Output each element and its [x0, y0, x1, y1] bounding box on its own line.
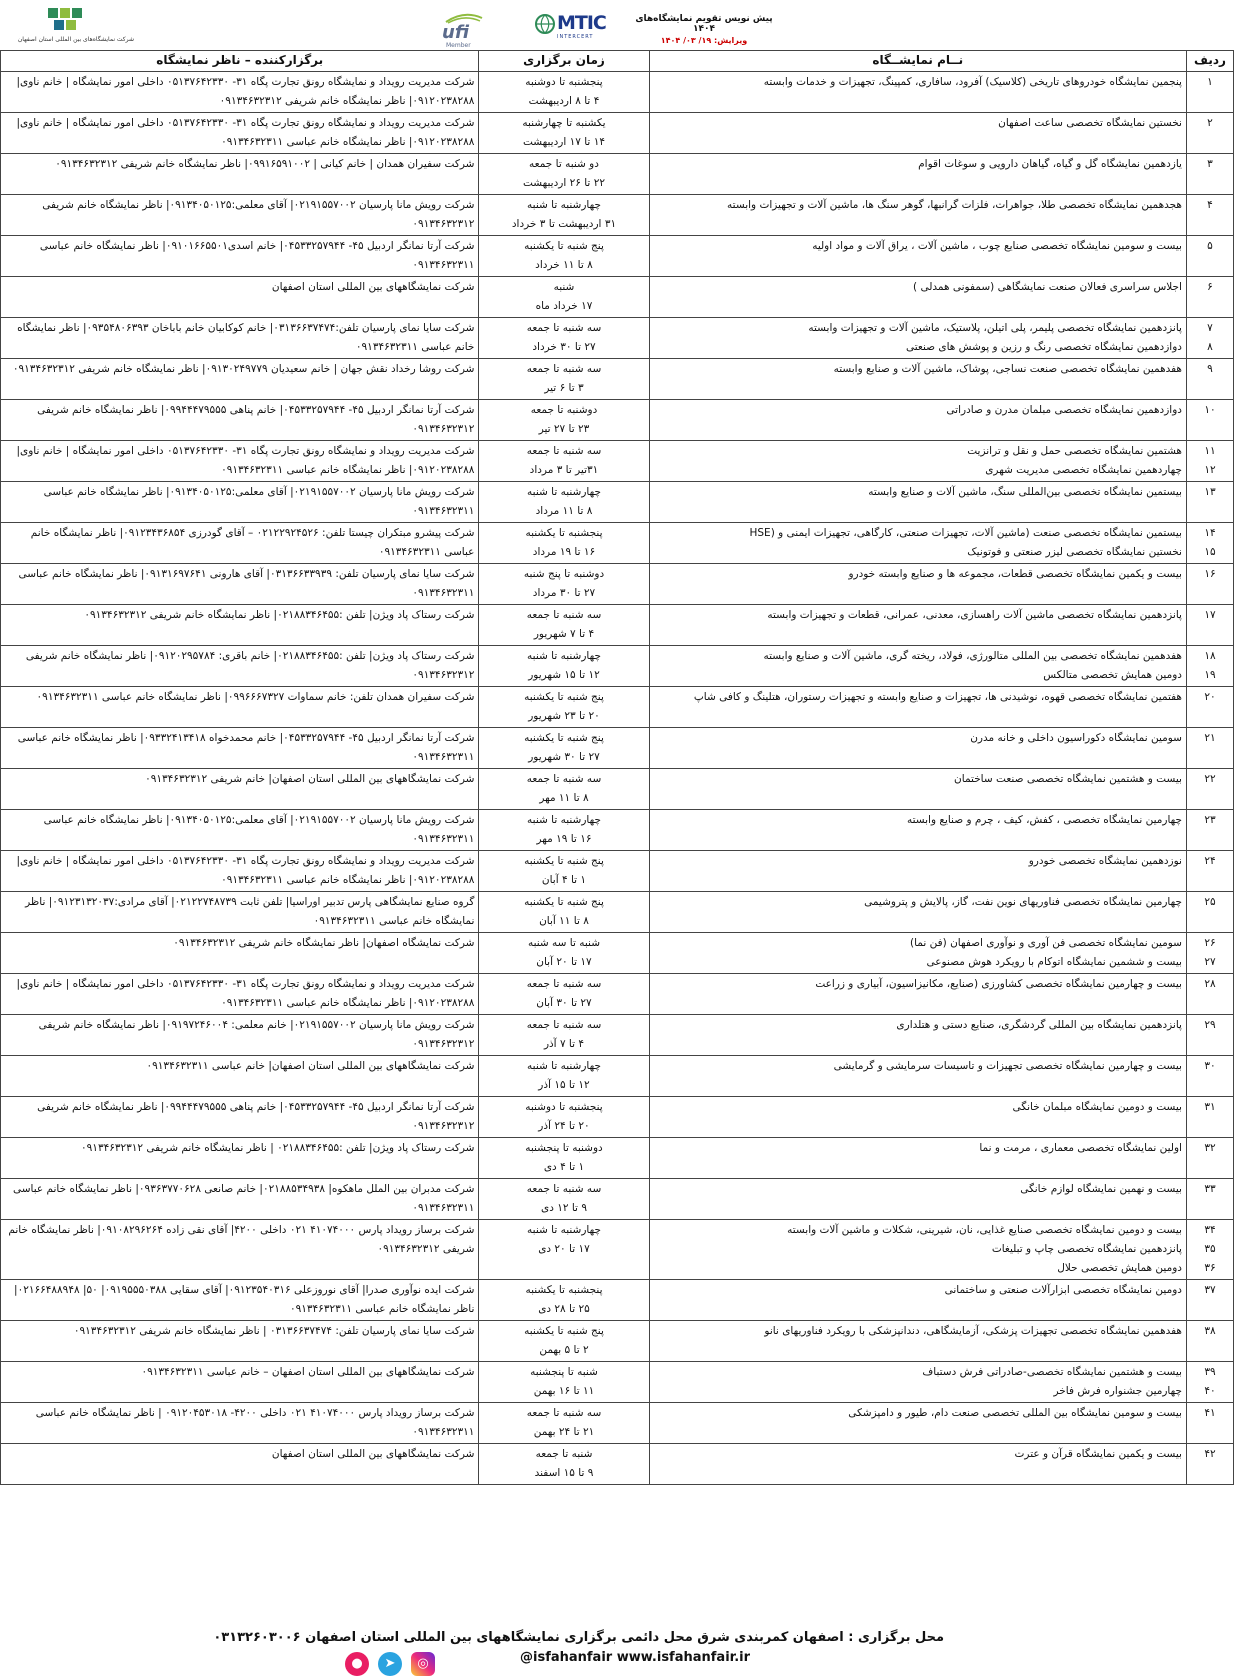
table-row	[1, 359, 1234, 400]
page-title: پیش نویس تقویم نمایشگاه‌های ۱۴۰۴	[635, 14, 773, 34]
exhibition-time	[479, 195, 649, 236]
row-number: ۱۴ ۱۵	[1186, 523, 1233, 564]
table-row	[1, 728, 1234, 769]
exhibition-name: بیست و سومین نمایشگاه تخصصی صنایع چوب ، ماشین آلات ، یراق آلات و مواد اولیه	[649, 236, 1186, 277]
time-days: پنج شنبه تا یکشنبه	[524, 240, 604, 252]
header	[0, 0, 1234, 50]
table-row	[1, 1321, 1234, 1362]
organizer-info: شرکت رویش مانا پارسیان ۰۲۱۹۱۵۵۷۰۰۲| خانم معلمی: ۰۹۱۹۷۲۴۶۰۰۴| ناظر نمایشگاه خانم شریفی ۰۹۱۳۴۶۳۲۳۱۲	[1, 1015, 479, 1056]
exhibition-name: بیست و دومین نمایشگاه تخصصی صنایع غذایی، نان، شیرینی، شکلات و ماشین آلات وابسته پانزدهمین نمایشگاه تخصصی چاپ و تبلیغات دومین همایش تخصصی حلال	[649, 1220, 1186, 1280]
time-days: پنج شنبه تا یکشنبه	[524, 691, 604, 703]
exhibition-name: دوازدهمین نمایشگاه تخصصی مبلمان مدرن و صادراتی	[649, 400, 1186, 441]
row-number: ۳۴ ۳۵ ۳۶	[1186, 1220, 1233, 1280]
table-row	[1, 482, 1234, 523]
organizer-info: شرکت نمایشگاه اصفهان| ناظر نمایشگاه خانم شریفی ۰۹۱۳۴۶۳۲۳۱۲	[1, 933, 479, 974]
exhibition-time	[479, 72, 649, 113]
time-days: سه شنبه تا جمعه	[526, 773, 602, 785]
ufi-logo	[440, 10, 490, 48]
organizer-info: شرکت مدبران بین الملل ماهکوه| ۰۲۱۸۸۵۳۴۹۳۸| خانم صانعی ۰۹۳۶۳۷۷۰۶۲۸| ناظر نمایشگاه خانم عباسی ۰۹۱۳۴۶۳۲۳۱۱	[1, 1179, 479, 1220]
table-row	[1, 195, 1234, 236]
organizer-info: شرکت رویش مانا پارسیان ۰۲۱۹۱۵۵۷۰۰۲| آقای معلمی:۰۹۱۳۴۰۵۰۱۲۵| ناظر نمایشگاه خانم شریفی ۰۹۱۳۴۶۳۲۳۱۲	[1, 195, 479, 236]
time-days: سه شنبه تا جمعه	[526, 445, 602, 457]
organizer-info: شرکت روشا رخداد نقش جهان | خانم سعیدیان ۰۹۱۳۰۲۴۹۷۷۹| ناظر نمایشگاه خانم شریفی ۰۹۱۳۴۶۳۲۳۱۲	[1, 359, 479, 400]
exhibition-name: هجدهمین نمایشگاه تخصصی طلا، جواهرات، فلزات گرانبها، گوهر سنگ ها، ماشین آلات و تجهیزات وابسته	[649, 195, 1186, 236]
row-number: ۲۳	[1186, 810, 1233, 851]
table-row	[1, 646, 1234, 687]
time-dates: ۱۶ تا ۱۹ مرداد	[532, 546, 596, 558]
exhibition-time	[479, 113, 649, 154]
social-icons	[345, 1652, 445, 1678]
time-dates: ۲ تا ۵ بهمن	[539, 1344, 589, 1356]
row-number: ۳۳	[1186, 1179, 1233, 1220]
time-dates: ۲۳ تا ۲۷ تیر	[538, 423, 590, 435]
col-name: نــام نمایشــگاه	[649, 51, 1186, 72]
row-number: ۳۹ ۴۰	[1186, 1362, 1233, 1403]
organizer-info: شرکت سفیران همدان تلفن: خانم سماوات ۰۹۹۶۶۶۷۳۲۷| ناظر نمایشگاه خانم عباسی ۰۹۱۳۴۶۳۲۳۱۱	[1, 687, 479, 728]
table-row	[1, 318, 1234, 359]
time-dates: ۴ تا ۷ آذر	[543, 1038, 585, 1050]
exhibition-name: چهارمین نمایشگاه تخصصی ، کفش، کیف ، چرم و صنایع وابسته	[649, 810, 1186, 851]
time-days: سه شنبه تا جمعه	[526, 322, 602, 334]
table-row	[1, 1280, 1234, 1321]
time-days: یکشنبه تا چهارشنبه	[522, 117, 606, 129]
row-number: ۲۱	[1186, 728, 1233, 769]
time-dates: ۱ تا ۴ دی	[543, 1161, 585, 1173]
time-days: سه شنبه تا جمعه	[526, 1407, 602, 1419]
exhibition-name: بیستمین نمایشگاه تخصصی بین‌المللی سنگ، ماشین آلات و صنایع وابسته	[649, 482, 1186, 523]
row-number: ۲	[1186, 113, 1233, 154]
organizer-info: شرکت برساز رویداد پارس ۴۱۰۷۴۰۰۰ ۰۲۱ داخلی ۴۲۰۰| آقای نقی زاده ۰۹۱۰۸۲۹۶۲۶۴| ناظر نمایشگاه خانم شریفی ۰۹۱۳۴۶۳۲۳۱۲	[1, 1220, 479, 1280]
instagram-icon[interactable]: ◎	[411, 1652, 435, 1676]
table-row	[1, 605, 1234, 646]
time-days: چهارشنبه تا شنبه	[527, 650, 601, 662]
exhibition-table	[0, 50, 1234, 1485]
row-number: ۹	[1186, 359, 1233, 400]
exhibition-time	[479, 728, 649, 769]
organizer-info: شرکت ایده نوآوری صدرا| آقای نوروزعلی ۰۹۱۲۳۵۴۰۳۱۶| آقای سقایی ۰۹۱۹۵۵۵۰۳۸۸| ۵۰| ۰۲۱۶۶۴۸۸۹۴۸| ناظر نمایشگاه خانم عباسی ۰۹۱۳۴۶۳۲۳۱۱	[1, 1280, 479, 1321]
exhibition-name: بیست و یکمین نمایشگاه تخصصی قطعات، مجموعه ها و صنایع وابسته خودرو	[649, 564, 1186, 605]
exhibition-time	[479, 1403, 649, 1444]
organizer-info: شرکت مدیریت رویداد و نمایشگاه رونق تجارت پگاه ۳۱- ۰۵۱۳۷۶۴۲۳۳۰ داخلی امور نمایشگاه | خانم ناوی| ۰۹۱۲۰۲۳۸۲۸۸| ناظر نمایشگاه خانم عباسی ۰۹۱۳۴۶۳۲۳۱۱	[1, 441, 479, 482]
exhibition-name: سومین نمایشگاه تخصصی فن آوری و نوآوری اصفهان (فن نما) بیست و ششمین نمایشگاه اتوکام با رویکرد هوش مصنوعی	[649, 933, 1186, 974]
exhibition-time	[479, 1179, 649, 1220]
globe-icon	[535, 14, 555, 34]
ufi-word: ufi	[442, 22, 469, 43]
time-dates: ۹ تا ۱۵ اسفند	[534, 1467, 594, 1479]
organizer-info: شرکت مدیریت رویداد و نمایشگاه رونق تجارت پگاه ۳۱- ۰۵۱۳۷۶۴۲۳۳۰ داخلی امور نمایشگاه | خانم ناوی| ۰۹۱۲۰۲۳۸۲۸۸| ناظر نمایشگاه خانم عباسی ۰۹۱۳۴۶۳۲۳۱۱	[1, 851, 479, 892]
row-number: ۳۱	[1186, 1097, 1233, 1138]
organizer-info: شرکت مدیریت رویداد و نمایشگاه رونق تجارت پگاه ۳۱- ۰۵۱۳۷۶۴۲۳۳۰ داخلی امور نمایشگاه | خانم ناوی| ۰۹۱۲۰۲۳۸۲۸۸| ناظر نمایشگاه خانم شریفی ۰۹۱۳۴۶۳۲۳۱۲	[1, 72, 479, 113]
exhibition-time	[479, 359, 649, 400]
row-number: ۲۶ ۲۷	[1186, 933, 1233, 974]
time-dates: ۴ تا ۸ اردیبهشت	[528, 95, 600, 107]
table-row	[1, 113, 1234, 154]
organizer-info: شرکت سایا نمای پارسیان تلفن: ۰۳۱۳۶۶۳۳۹۳۹| آقای هارونی ۰۹۱۳۱۶۹۷۶۴۱| ناظر نمایشگاه خانم عباسی ۰۹۱۳۴۶۳۲۳۱۱	[1, 564, 479, 605]
row-number: ۶	[1186, 277, 1233, 318]
organizer-info: شرکت آرتا نمانگر اردبیل ۴۵- ۰۴۵۳۳۲۵۷۹۴۴| خانم محمدخواه ۰۹۳۳۲۴۱۳۴۱۸| ناظر نمایشگاه خانم عباسی ۰۹۱۳۴۶۳۲۳۱۱	[1, 728, 479, 769]
mtic-word: MTIC	[557, 12, 606, 34]
exhibition-name: هفدهمین نمایشگاه تخصصی بین المللی متالورژی، فولاد، ریخته گری، ماشین آلات و صنایع وابسته دومین همایش تخصصی متالکس	[649, 646, 1186, 687]
time-dates: ۱۷ خرداد ماه	[535, 300, 593, 312]
time-dates: ۲۷ تا ۳۰ خرداد	[532, 341, 596, 353]
time-dates: ۳۱ اردیبهشت تا ۳ خرداد	[511, 218, 617, 230]
revision-date: ویرایش: ۱۹/ ۰۳/ ۱۴۰۴	[660, 36, 748, 45]
time-days: چهارشنبه تا شنبه	[527, 814, 601, 826]
row-number: ۲۴	[1186, 851, 1233, 892]
row-number: ۳	[1186, 154, 1233, 195]
time-dates: ۱۶ تا ۱۹ مهر	[536, 833, 592, 845]
exhibition-name: نخستین نمایشگاه تخصصی ساعت اصفهان	[649, 113, 1186, 154]
time-dates: ۲۰ تا ۲۴ آذر	[538, 1120, 590, 1132]
time-dates: ۱۴ تا ۱۷ اردیبهشت	[523, 136, 605, 148]
time-dates: ۲۷ تا ۳۰ شهریور	[528, 751, 600, 763]
table-row	[1, 1362, 1234, 1403]
organizer-info: شرکت نمایشگاههای بین المللی استان اصفهان| خانم عباسی ۰۹۱۳۴۶۳۲۳۱۱	[1, 1056, 479, 1097]
row-number: ۴۲	[1186, 1444, 1233, 1485]
exhibition-name: هفتمین نمایشگاه تخصصی قهوه، نوشیدنی ها، تجهیزات و صنایع وابسته و تجهیزات رستوران، هتلینگ و کافی شاپ	[649, 687, 1186, 728]
time-dates: ۲۲ تا ۲۶ اردیبهشت	[523, 177, 605, 189]
row-number: ۳۲	[1186, 1138, 1233, 1179]
table-row	[1, 892, 1234, 933]
organizer-info: شرکت آرتا نمانگر اردبیل ۴۵- ۰۴۵۳۳۲۵۷۹۴۴| خانم پناهی ۰۹۹۴۴۴۷۹۵۵۵| ناظر نمایشگاه خانم شریفی ۰۹۱۳۴۶۳۲۳۱۲	[1, 400, 479, 441]
table-row	[1, 1097, 1234, 1138]
exhibition-name: بیست و سومین نمایشگاه بین المللی تخصصی صنعت دام، طیور و دامپزشکی	[649, 1403, 1186, 1444]
row-number: ۱۸ ۱۹	[1186, 646, 1233, 687]
exhibition-time	[479, 236, 649, 277]
social-links: @isfahanfair www.isfahanfair.ir	[520, 1650, 751, 1665]
col-org: برگزارکننده – ناظر نمایشگاه	[1, 51, 479, 72]
table-row	[1, 769, 1234, 810]
row-number: ۲۹	[1186, 1015, 1233, 1056]
time-dates: ۴ تا ۷ شهریور	[533, 628, 595, 640]
time-dates: ۹ تا ۱۲ دی	[541, 1202, 587, 1214]
exhibition-time	[479, 441, 649, 482]
table-row	[1, 72, 1234, 113]
time-dates: ۱۷ تا ۲۰ آبان	[536, 956, 592, 968]
time-days: پنجشنبه تا دوشنبه	[525, 76, 603, 88]
time-days: چهارشنبه تا شنبه	[527, 486, 601, 498]
exhibition-name: بیست و دومین نمایشگاه مبلمان خانگی	[649, 1097, 1186, 1138]
exhibition-name: بیستمین نمایشگاه تخصصی صنعت (ماشین آلات، تجهیزات صنعتی، کارگاهی، تجهیزات ایمنی و (HSE نخستین نمایشگاه تخصصی لیزر صنعتی و فوتونیک	[649, 523, 1186, 564]
organizer-info: گروه صنایع نمایشگاهی پارس تدبیر اوراسیا| تلفن ثابت ۰۲۱۲۲۷۴۸۷۳۹| آقای مرادی:۰۹۱۲۳۱۳۲۰۳۷| ناظر نمایشگاه خانم عباسی ۰۹۱۳۴۶۳۲۳۱۱	[1, 892, 479, 933]
ufi-sub: Member	[446, 42, 471, 49]
time-days: شنبه	[553, 281, 575, 293]
exhibition-time	[479, 1362, 649, 1403]
exhibition-time	[479, 523, 649, 564]
time-dates: ۸ تا ۱۱ مرداد	[535, 505, 593, 517]
time-dates: ۲۵ تا ۲۸ دی	[538, 1303, 590, 1315]
mtic-sub: INTERCERT	[557, 34, 594, 40]
time-days: سه شنبه تا جمعه	[526, 363, 602, 375]
exhibition-time	[479, 687, 649, 728]
exhibition-time	[479, 933, 649, 974]
time-days: پنج شنبه تا یکشنبه	[524, 1325, 604, 1337]
row-number: ۱۷	[1186, 605, 1233, 646]
time-dates: ۱۷ تا ۲۰ دی	[538, 1243, 590, 1255]
exhibition-name: بیست و نهمین نمایشگاه لوازم خانگی	[649, 1179, 1186, 1220]
time-days: پنج شنبه تا یکشنبه	[524, 855, 604, 867]
time-days: دوشنبه تا پنجشنبه	[525, 1142, 603, 1154]
time-days: دوشنبه تا پنج شنبه	[523, 568, 605, 580]
exhibition-time	[479, 277, 649, 318]
time-days: پنجشنبه تا یکشنبه	[525, 1284, 603, 1296]
time-days: پنجشنبه تا یکشنبه	[525, 527, 603, 539]
organizer-info: شرکت سایا نمای پارسیان تلفن: ۰۳۱۳۶۶۳۷۴۷۴ | ناظر نمایشگاه خانم شریفی ۰۹۱۳۴۶۳۲۳۱۲	[1, 1321, 479, 1362]
table-row	[1, 933, 1234, 974]
table-row	[1, 851, 1234, 892]
time-days: شنبه تا جمعه	[535, 1448, 593, 1460]
time-days: چهارشنبه تا شنبه	[527, 1060, 601, 1072]
time-days: پنج شنبه تا یکشنبه	[524, 732, 604, 744]
organizer-info: شرکت نمایشگاههای بین المللی استان اصفهان	[1, 1444, 479, 1485]
row-number: ۲۵	[1186, 892, 1233, 933]
row-number: ۱۰	[1186, 400, 1233, 441]
exhibition-time	[479, 769, 649, 810]
row-number: ۲۸	[1186, 974, 1233, 1015]
exhibition-time	[479, 810, 649, 851]
row-number: ۴	[1186, 195, 1233, 236]
time-days: پنج شنبه تا یکشنبه	[524, 896, 604, 908]
time-days: دو شنبه تا جمعه	[529, 158, 599, 170]
time-days: شنبه تا سه شنبه	[527, 937, 601, 949]
exhibition-time	[479, 1015, 649, 1056]
time-dates: ۳ تا ۶ تیر	[544, 382, 584, 394]
exhibition-time	[479, 154, 649, 195]
table-row	[1, 1056, 1234, 1097]
time-days: پنجشنبه تا دوشنبه	[525, 1101, 603, 1113]
row-number: ۱۶	[1186, 564, 1233, 605]
organizer-info: شرکت نمایشگاههای بین المللی استان اصفهان – خانم عباسی ۰۹۱۳۴۶۳۲۳۱۱	[1, 1362, 479, 1403]
org-logo	[17, 4, 134, 48]
organizer-info: شرکت نمایشگاههای بین المللی استان اصفهان| خانم شریفی ۰۹۱۳۴۶۳۲۳۱۲	[1, 769, 479, 810]
table-row	[1, 441, 1234, 482]
exhibition-time	[479, 605, 649, 646]
row-number: ۳۷	[1186, 1280, 1233, 1321]
org-name: شرکت نمایشگاه‌های بین المللی استان اصفهان	[17, 36, 134, 43]
exhibition-name: پانزدهمین نمایشگاه تخصصی پلیمر، پلی اتیلن، پلاستیک، ماشین آلات و تجهیزات وابسته دوازدهمین نمایشگاه تخصصی رنگ و رزین و پوشش های صنعتی	[649, 318, 1186, 359]
exhibition-time	[479, 400, 649, 441]
exhibition-time	[479, 318, 649, 359]
time-dates: ۸ تا ۱۱ آبان	[539, 915, 589, 927]
aparat-icon[interactable]: ●	[345, 1652, 369, 1676]
row-number: ۱۱ ۱۲	[1186, 441, 1233, 482]
time-dates: ۳۱تیر تا ۳ مرداد	[529, 464, 599, 476]
exhibition-time	[479, 1056, 649, 1097]
exhibition-time	[479, 892, 649, 933]
table-row	[1, 154, 1234, 195]
exhibition-name: دومین نمایشگاه تخصصی ابزارآلات صنعتی و ساختمانی	[649, 1280, 1186, 1321]
exhibition-name: هفدهمین نمایشگاه تخصصی صنعت نساجی، پوشاک، ماشین آلات و صنایع وابسته	[649, 359, 1186, 400]
organizer-info: شرکت مدیریت رویداد و نمایشگاه رونق تجارت پگاه ۳۱- ۰۵۱۳۷۶۴۲۳۳۰ داخلی امور نمایشگاه | خانم ناوی| ۰۹۱۲۰۲۳۸۲۸۸| ناظر نمایشگاه خانم عباسی ۰۹۱۳۴۶۳۲۳۱۱	[1, 113, 479, 154]
exhibition-time	[479, 1321, 649, 1362]
time-dates: ۲۰ تا ۲۳ شهریور	[528, 710, 600, 722]
exhibition-name: هشتمین نمایشگاه تخصصی حمل و نقل و ترانزیت چهاردهمین نمایشگاه تخصصی مدیریت شهری	[649, 441, 1186, 482]
exhibition-name: پانزدهمین نمایشگاه بین المللی گردشگری، صنایع دستی و هتلداری	[649, 1015, 1186, 1056]
table-row	[1, 1444, 1234, 1485]
table-row	[1, 1138, 1234, 1179]
organizer-info: شرکت سفیران همدان | خانم کیانی | ۰۹۹۱۶۵۹۱۰۰۲| ناظر نمایشگاه خانم شریفی ۰۹۱۳۴۶۳۲۳۱۲	[1, 154, 479, 195]
fair-logo-icon	[46, 6, 86, 34]
exhibition-name: نوزدهمین نمایشگاه تخصصی خودرو	[649, 851, 1186, 892]
time-dates: ۲۷ تا ۳۰ آبان	[536, 997, 592, 1009]
exhibition-time	[479, 1444, 649, 1485]
col-time: زمان برگزاری	[479, 51, 649, 72]
time-dates: ۸ تا ۱۱ مهر	[539, 792, 589, 804]
col-row: ردیف	[1186, 51, 1233, 72]
time-dates: ۱۲ تا ۱۵ آذر	[538, 1079, 590, 1091]
exhibition-time	[479, 1220, 649, 1280]
venue-address: محل برگزاری : اصفهان کمربندی شرق محل دائمی برگزاری نمایشگاههای بین المللی استان اصفهان ۰۳۱۳۲۶۰۳۰۰۶	[213, 1630, 944, 1645]
telegram-icon[interactable]: ➤	[378, 1652, 402, 1676]
organizer-info: شرکت آرتا نمانگر اردبیل ۴۵- ۰۴۵۳۳۲۵۷۹۴۴| خانم اسدی۰۹۱۰۱۶۶۵۵۰۱| ناظر نمایشگاه خانم عباسی ۰۹۱۳۴۶۳۲۳۱۱	[1, 236, 479, 277]
exhibition-name: چهارمین نمایشگاه تخصصی فناوریهای نوین نفت، گاز، پالایش و پتروشیمی	[649, 892, 1186, 933]
table-row	[1, 400, 1234, 441]
organizer-info: شرکت سایا نمای پارسیان تلفن:۰۳۱۳۶۶۳۷۴۷۴| خانم کوکابیان خانم باباخان ۰۹۳۵۴۸۰۶۳۹۳| ناظر نمایشگاه خانم عباسی ۰۹۱۳۴۶۳۲۳۱۱	[1, 318, 479, 359]
exhibition-time	[479, 1097, 649, 1138]
row-number: ۳۰	[1186, 1056, 1233, 1097]
organizer-info: شرکت رویش مانا پارسیان ۰۲۱۹۱۵۵۷۰۰۲| آقای معلمی:۰۹۱۳۴۰۵۰۱۲۵| ناظر نمایشگاه خانم عباسی ۰۹۱۳۴۶۳۲۳۱۱	[1, 482, 479, 523]
organizer-info: شرکت رویش مانا پارسیان ۰۲۱۹۱۵۵۷۰۰۲| آقای معلمی:۰۹۱۳۴۰۵۰۱۲۵| ناظر نمایشگاه خانم عباسی ۰۹۱۳۴۶۳۲۳۱۱	[1, 810, 479, 851]
table-row	[1, 1220, 1234, 1280]
organizer-info: شرکت نمایشگاههای بین المللی استان اصفهان	[1, 277, 479, 318]
row-number: ۷ ۸	[1186, 318, 1233, 359]
time-days: سه شنبه تا جمعه	[526, 1183, 602, 1195]
exhibition-time	[479, 646, 649, 687]
row-number: ۳۸	[1186, 1321, 1233, 1362]
row-number: ۱	[1186, 72, 1233, 113]
exhibition-name: بیست و هشتمین نمایشگاه تخصصی صنعت ساختمان	[649, 769, 1186, 810]
exhibition-time	[479, 974, 649, 1015]
exhibition-name: اولین نمایشگاه تخصصی معماری ، مرمت و نما	[649, 1138, 1186, 1179]
mtic-logo	[535, 10, 635, 44]
exhibition-name: یازدهمین نمایشگاه گل و گیاه، گیاهان دارویی و سوغات اقوام	[649, 154, 1186, 195]
row-number: ۲۲	[1186, 769, 1233, 810]
time-dates: ۸ تا ۱۱ خرداد	[535, 259, 593, 271]
exhibition-time	[479, 482, 649, 523]
table-row	[1, 810, 1234, 851]
table-row	[1, 1179, 1234, 1220]
table-row	[1, 974, 1234, 1015]
table-row	[1, 277, 1234, 318]
time-dates: ۲۷ تا ۳۰ مرداد	[532, 587, 596, 599]
time-days: چهارشنبه تا شنبه	[527, 1224, 601, 1236]
row-number: ۴۱	[1186, 1403, 1233, 1444]
exhibition-name: اجلاس سراسری فعالان صنعت نمایشگاهی (سمفونی همدلی )	[649, 277, 1186, 318]
organizer-info: شرکت رستاک پاد ویژن| تلفن :۰۲۱۸۸۳۴۶۴۵۵ | ناظر نمایشگاه خانم شریفی ۰۹۱۳۴۶۳۲۳۱۲	[1, 1138, 479, 1179]
organizer-info: شرکت پیشرو مبتکران چیستا تلفن: ۰۲۱۲۲۹۲۴۵۲۶ – آقای گودرزی ۰۹۱۲۳۴۳۶۸۵۴| ناظر نمایشگاه خانم عباسی ۰۹۱۳۴۶۳۲۳۱۱	[1, 523, 479, 564]
organizer-info: شرکت رستاک پاد ویژن| تلفن :۰۲۱۸۸۳۴۶۴۵۵| خانم باقری: ۰۹۱۲۰۲۹۵۷۸۴| ناظر نمایشگاه خانم شریفی ۰۹۱۳۴۶۳۲۳۱۲	[1, 646, 479, 687]
time-dates: ۱۱ تا ۱۶ بهمن	[533, 1385, 595, 1397]
exhibition-time	[479, 1138, 649, 1179]
organizer-info: شرکت رستاک پاد ویژن| تلفن :۰۲۱۸۸۳۴۶۴۵۵| ناظر نمایشگاه خانم شریفی ۰۹۱۳۴۶۳۲۳۱۲	[1, 605, 479, 646]
exhibition-time	[479, 1280, 649, 1321]
table-row	[1, 687, 1234, 728]
exhibition-name: بیست و چهارمین نمایشگاه تخصصی کشاورزی (صنایع، مکانیزاسیون، آبیاری و زراعت	[649, 974, 1186, 1015]
time-days: دوشنبه تا جمعه	[530, 404, 598, 416]
exhibition-time	[479, 564, 649, 605]
time-dates: ۱۲ تا ۱۵ شهریور	[528, 669, 600, 681]
row-number: ۱۳	[1186, 482, 1233, 523]
table-row	[1, 1403, 1234, 1444]
row-number: ۲۰	[1186, 687, 1233, 728]
exhibition-name: بیست و هشتمین نمایشگاه تخصصی-صادراتی فرش دستباف چهارمین جشنواره فرش فاخر	[649, 1362, 1186, 1403]
title-block	[629, 14, 779, 45]
time-days: سه شنبه تا جمعه	[526, 1019, 602, 1031]
exhibition-name: سومین نمایشگاه دکوراسیون داخلی و خانه مدرن	[649, 728, 1186, 769]
table-row	[1, 523, 1234, 564]
time-dates: ۱ تا ۴ آبان	[541, 874, 587, 886]
time-days: شنبه تا پنجشنبه	[530, 1366, 598, 1378]
table-row	[1, 236, 1234, 277]
row-number: ۵	[1186, 236, 1233, 277]
exhibition-name: پانزدهمین نمایشگاه تخصصی ماشین آلات راهسازی، معدنی، عمرانی، قطعات و تجهیزات وابسته	[649, 605, 1186, 646]
time-dates: ۲۱ تا ۲۴ بهمن	[533, 1426, 595, 1438]
table-body	[1, 72, 1234, 1485]
exhibition-name: بیست و یکمین نمایشگاه قرآن و عترت	[649, 1444, 1186, 1485]
exhibition-name: بیست و چهارمین نمایشگاه تخصصی تجهیزات و تاسیسات سرمایشی و گرمایشی	[649, 1056, 1186, 1097]
organizer-info: شرکت مدیریت رویداد و نمایشگاه رونق تجارت پگاه ۳۱- ۰۵۱۳۷۶۴۲۳۳۰ داخلی امور نمایشگاه | خانم ناوی| ۰۹۱۲۰۲۳۸۲۸۸| ناظر نمایشگاه خانم عباسی ۰۹۱۳۴۶۳۲۳۱۱	[1, 974, 479, 1015]
exhibition-name: هفدهمین نمایشگاه تخصصی تجهیزات پزشکی، آزمایشگاهی، دندانپزشکی با رویکرد فناوریهای نانو	[649, 1321, 1186, 1362]
organizer-info: شرکت برساز رویداد پارس ۴۱۰۷۴۰۰۰ ۰۲۱ داخلی ۴۲۰۰- ۰۹۱۲۰۴۵۳۰۱۸ | ناظر نمایشگاه خانم عباسی ۰۹۱۳۴۶۳۲۳۱۱	[1, 1403, 479, 1444]
exhibition-name: پنجمین نمایشگاه خودروهای تاریخی (کلاسیک) آفرود، سافاری، کمپینگ، تجهیزات و خدمات وابسته	[649, 72, 1186, 113]
exhibition-time	[479, 851, 649, 892]
table-row	[1, 564, 1234, 605]
table-row	[1, 1015, 1234, 1056]
organizer-info: شرکت آرتا نمانگر اردبیل ۴۵- ۰۴۵۳۳۲۵۷۹۴۴| خانم پناهی ۰۹۹۴۴۴۷۹۵۵۵| ناظر نمایشگاه خانم شریفی ۰۹۱۳۴۶۳۲۳۱۲	[1, 1097, 479, 1138]
time-days: سه شنبه تا جمعه	[526, 978, 602, 990]
time-days: چهارشنبه تا شنبه	[527, 199, 601, 211]
time-days: سه شنبه تا جمعه	[526, 609, 602, 621]
table-header-row	[1, 51, 1234, 72]
